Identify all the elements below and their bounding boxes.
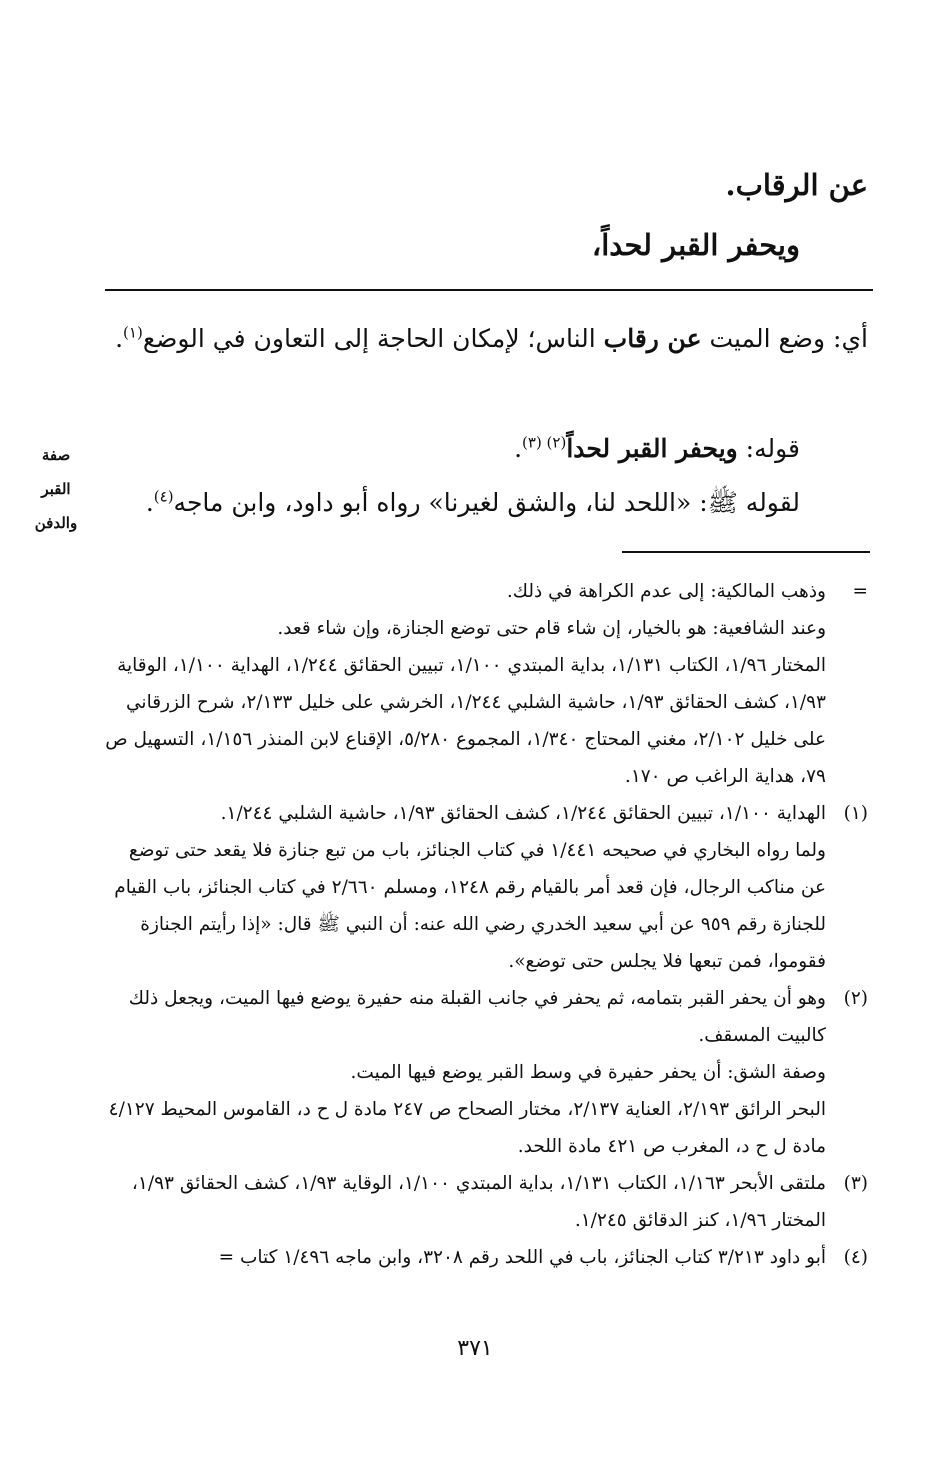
commentary-text: قوله: xyxy=(737,434,800,463)
commentary-text: . xyxy=(145,488,154,517)
margin-heading xyxy=(22,438,90,540)
footnote-text: الهداية ١/١٠٠، تبيين الحقائق ١/٢٤٤، كشف الحقائق ١/٩٣، حاشية الشلبي ١/٢٤٤. xyxy=(220,803,826,824)
margin-heading-line: صفة xyxy=(41,446,71,464)
commentary-quoted-phrase: عن رقاب xyxy=(603,324,702,353)
commentary-paragraph-2 xyxy=(100,426,800,472)
commentary-text: أي: وضع الميت xyxy=(701,324,868,353)
footnote-text: وذهب المالكية: إلى عدم الكراهة في ذلك. xyxy=(506,581,826,602)
footnote-text: وعند الشافعية: هو بالخيار، إن شاء قام حتى توضع الجنازة، وإن شاء قعد. xyxy=(277,618,826,639)
footnote-text: أبو داود ٣/٢١٣ كتاب الجنائز، باب في اللحد رقم ٣٢٠٨، وابن ماجه ١/٤٩٦ كتاب = xyxy=(218,1247,826,1268)
footnote-text: ملتقى الأبحر ١/١٦٣، الكتاب ١/١٣١، بداية المبتدي ١/١٠٠، الوقاية ١/٩٣، كشف الحقائق ١/٩٣، المختار ١/٩٦، كنز الدقائق ١/٢٤٥. xyxy=(131,1173,826,1231)
commentary-quoted-phrase: ويحفر القبر لحداً xyxy=(566,434,738,463)
page-number: ٣٧١ xyxy=(457,1336,493,1361)
matn-line-1: عن الرقاب. xyxy=(725,168,868,202)
footnote-text: وصفة الشق: أن يحفر حفيرة في وسط القبر يوضع فيها الميت. xyxy=(350,1062,826,1083)
matn-line-2: ويحفر القبر لحداً، xyxy=(591,228,800,262)
footnote-text: ولما رواه البخاري في صحيحه ١/٤٤١ في كتاب الجنائز، باب من تبع جنازة فلا يقعد حتى توضع عن مناكب الرجال، فإن قعد أمر بالقيام رقم ١٢٤٨، ومسلم ٢/٦٦٠ في كتاب الجنائز، باب القيام للجنازة رقم ٩٥٩ عن أبي سعيد الخدري رضي الله عنه: أن النبي ﷺ قال: «إذا رأيتم الجنازة فقوموا، فمن تبعها فلا يجلس حتى توضع». xyxy=(114,840,826,972)
footnote-text: البحر الرائق ٢/١٩٣، العناية ٢/١٣٧، مختار الصحاح ص ٢٤٧ مادة ل ح د، القاموس المحيط ٤/١٢٧ مادة ل ح د، المغرب ص ٤٢١ مادة اللحد. xyxy=(108,1099,826,1157)
footnote-4 xyxy=(100,1239,868,1276)
footnote-text: المختار ١/٩٦، الكتاب ١/١٣١، بداية المبتدي ١/١٠٠، تبيين الحقائق ١/٢٤٤، الهداية ١/١٠٠، الوقاية ١/٩٣، كشف الحقائق ١/٩٣، حاشية الشلبي ١/٢٤٤، الخرشي على خليل ٢/١٣٣، شرح الزرقاني على خليل ٢/١٠٢، مغني المحتاج ١/٣٤٠، المجموع ٥/٢٨٠، الإقناع لابن المنذر ١/١٥٦، التسهيل ص ٧٩، هداية الراغب ص ١٧٠. xyxy=(105,655,826,787)
footnote-ref: (٤) xyxy=(153,487,174,506)
commentary-paragraph-3 xyxy=(100,480,800,526)
footnote-separator-rule xyxy=(622,551,870,553)
margin-heading-line: القبر xyxy=(41,480,71,498)
footnote-ref: (٢) (٣) xyxy=(522,433,567,452)
commentary-text: الناس؛ لإمكان الحاجة إلى التعاون في الوضع xyxy=(142,324,604,353)
commentary-text: . xyxy=(514,434,523,463)
footnote-text: وهو أن يحفر القبر بتمامه، ثم يحفر في جانب القبلة منه حفيرة يوضع فيها الميت، ويجعل ذلك كالبيت المسقف. xyxy=(128,988,826,1046)
footnote-ref: (١) xyxy=(123,323,143,342)
footnote-1 xyxy=(100,795,868,980)
footnote-continuation xyxy=(100,573,868,795)
commentary-text: . xyxy=(115,324,124,353)
footnote-number: (٣) xyxy=(843,1173,868,1194)
footnote-number: (٢) xyxy=(843,988,868,1009)
matn-separator-rule xyxy=(105,289,873,291)
commentary-paragraph-1 xyxy=(100,316,868,362)
footnote-2 xyxy=(100,980,868,1165)
margin-heading-line: والدفن xyxy=(34,514,78,532)
footnote-number: (٤) xyxy=(843,1247,868,1268)
footnote-3 xyxy=(100,1165,868,1239)
footnote-continuation-marker: = xyxy=(852,581,868,602)
commentary-text: لقوله ﷺ: «اللحد لنا، والشق لغيرنا» رواه أبو داود، وابن ماجه xyxy=(173,488,800,517)
footnote-number: (١) xyxy=(843,803,868,824)
footnotes-section xyxy=(100,573,868,1276)
